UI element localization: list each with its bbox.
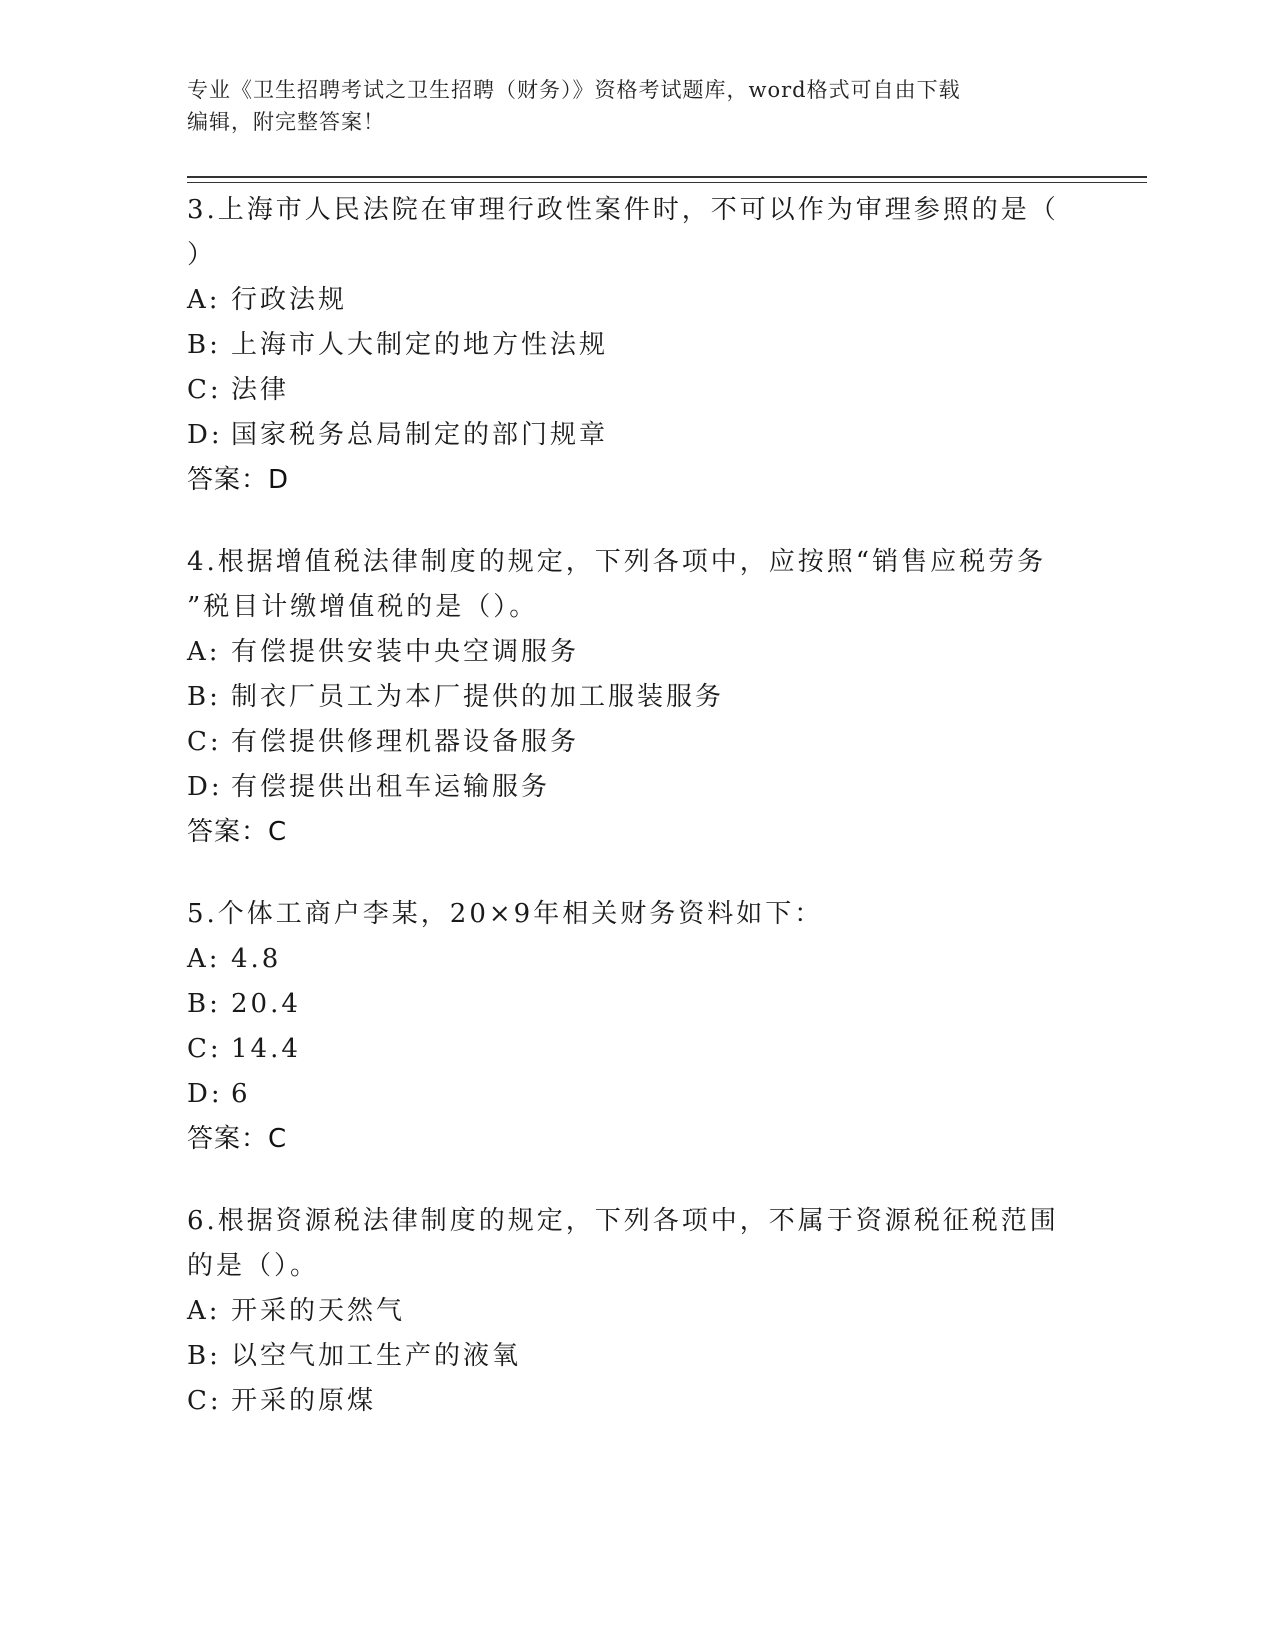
option-key: C: — [187, 1034, 222, 1064]
question-stem-line-1: 3.上海市人民法院在审理行政性案件时，不可以作为审理参照的是（ — [187, 195, 1059, 225]
option-text: 6 — [231, 1079, 251, 1109]
option-a — [187, 278, 1087, 323]
option-text: 上海市人大制定的地方性法规 — [231, 330, 609, 360]
option-a — [187, 937, 1087, 982]
option-key: B: — [187, 682, 221, 712]
option-c — [187, 1027, 1087, 1072]
option-key: A: — [187, 944, 221, 974]
option-c — [187, 720, 1087, 765]
question-6 — [187, 1199, 1087, 1424]
question-stem-line-1: 5.个体工商户李某，20×9年相关财务资料如下： — [187, 899, 824, 929]
option-text: 法律 — [231, 375, 290, 405]
document-header — [187, 74, 1067, 138]
option-a — [187, 630, 1087, 675]
option-text: 开采的天然气 — [231, 1296, 406, 1326]
option-text: 行政法规 — [231, 285, 348, 315]
option-text: 有偿提供安装中央空调服务 — [231, 637, 580, 667]
option-text: 开采的原煤 — [231, 1386, 377, 1416]
option-b — [187, 675, 1087, 720]
option-key: B: — [187, 330, 221, 360]
header-divider-thin — [187, 182, 1147, 183]
option-key: A: — [187, 1296, 221, 1326]
question-4 — [187, 540, 1087, 855]
option-text: 14.4 — [231, 1034, 301, 1064]
option-key: D: — [187, 1079, 223, 1109]
header-line-1: 专业《卫生招聘考试之卫生招聘（财务）》资格考试题库，word格式可自由下载 — [187, 78, 961, 102]
option-text: 有偿提供出租车运输服务 — [231, 772, 551, 802]
question-5 — [187, 892, 1087, 1162]
option-b — [187, 323, 1087, 368]
option-text: 20.4 — [231, 989, 301, 1019]
option-key: B: — [187, 989, 221, 1019]
option-text: 4.8 — [231, 944, 282, 974]
option-d — [187, 413, 1087, 458]
question-stem-line-1: 6.根据资源税法律制度的规定，下列各项中，不属于资源税征税范围 — [187, 1206, 1059, 1236]
option-c — [187, 1379, 1087, 1424]
option-key: D: — [187, 772, 223, 802]
answer-label: 答案：C — [187, 817, 288, 847]
answer-label: 答案：C — [187, 1124, 288, 1154]
option-c — [187, 368, 1087, 413]
option-key: C: — [187, 727, 222, 757]
option-b — [187, 982, 1087, 1027]
answer-label: 答案：D — [187, 465, 290, 495]
question-stem-line-2: 的是（）。 — [187, 1251, 320, 1281]
question-stem-line-2: ） — [187, 240, 217, 270]
option-d — [187, 765, 1087, 810]
option-d — [187, 1072, 1087, 1117]
option-b — [187, 1334, 1087, 1379]
option-a — [187, 1289, 1087, 1334]
option-key: A: — [187, 637, 221, 667]
option-text: 以空气加工生产的液氧 — [231, 1341, 522, 1371]
question-list — [187, 188, 1087, 1461]
header-divider-thick — [187, 176, 1147, 178]
question-stem-line-2: ”税目计缴增值税的是（）。 — [187, 592, 539, 622]
question-stem-line-1: 4.根据增值税法律制度的规定，下列各项中，应按照“销售应税劳务 — [187, 547, 1047, 577]
option-key: C: — [187, 1386, 222, 1416]
option-text: 有偿提供修理机器设备服务 — [231, 727, 580, 757]
option-key: C: — [187, 375, 222, 405]
option-key: A: — [187, 285, 221, 315]
option-key: D: — [187, 420, 223, 450]
question-3 — [187, 188, 1087, 503]
option-key: B: — [187, 1341, 221, 1371]
option-text: 制衣厂员工为本厂提供的加工服装服务 — [231, 682, 725, 712]
option-text: 国家税务总局制定的部门规章 — [231, 420, 609, 450]
header-line-2: 编辑，附完整答案！ — [187, 110, 385, 134]
